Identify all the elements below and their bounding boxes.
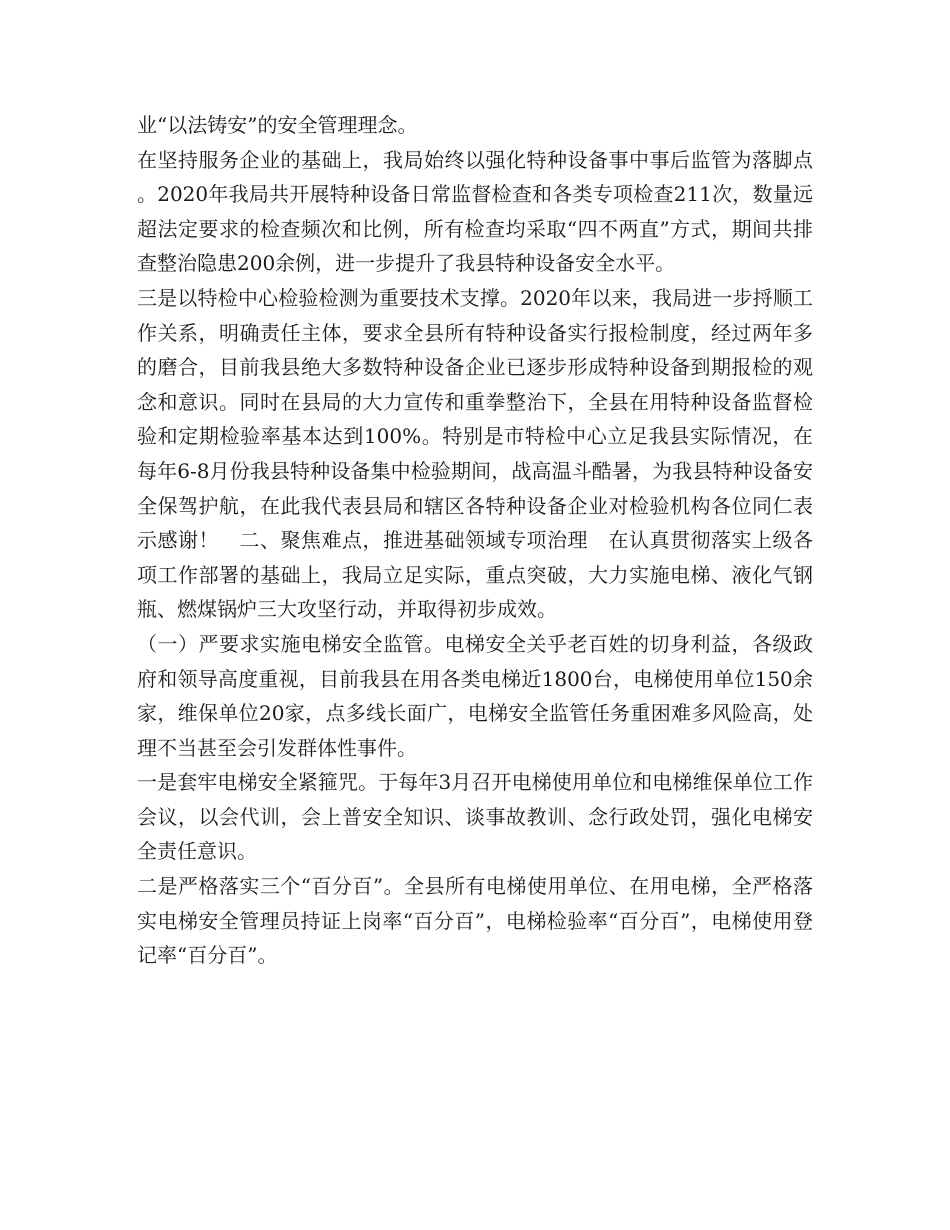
paragraph-supervision: 在坚持服务企业的基础上，我局始终以强化特种设备事中事后监管为落脚点。2020年我局共开展特种设备日常监督检查和各类专项检查211次，数量远超法定要求的检查频次和比例，所有检查均采取“四不两直”方式，期间共排查整治隐患200余例，进一步提升了我县特种设备安全水平。: [137, 147, 813, 276]
paragraph-inspection-center: 三是以特检中心检验检测为重要技术支撑。2020年以来，我局进一步捋顺工作关系，明确责任主体，要求全县所有特种设备实行报检制度，经过两年多的磨合，目前我县绝大多数特种设备企业已逐步形成特种设备到期报检的观念和意识。同时在县局的大力宣传和重拳整治下，全县在用特种设备监督检验和定期检验率基本达到100%。特别是市特检中心立足我县实际情况，在每年6-8月份我县特种设备集中检验期间，战高温斗酷暑，为我县特种设备安全保驾护航，在此我代表县局和辖区各特种设备企业对检验机构各位同仁表示感谢！ 二、聚焦难点，推进基础领域专项治理 在认真贯彻落实上级各项工作部署的基础上，我局立足实际，重点突破，大力实施电梯、液化气钢瓶、燃煤锅炉三大攻坚行动，并取得初步成效。: [137, 285, 813, 622]
paragraph-three-hundred-percent: 二是严格落实三个“百分百”。全县所有电梯使用单位、在用电梯，全严格落实电梯安全管理员持证上岗率“百分百”，电梯检验率“百分百”，电梯使用登记率“百分百”。: [137, 874, 813, 968]
paragraph-elevator-meeting: 一是套牢电梯安全紧箍咒。于每年3月召开电梯使用单位和电梯维保单位工作会议，以会代训，会上普安全知识、谈事故教训、念行政处罚，强化电梯安全责任意识。: [137, 770, 813, 864]
paragraph-continuation: 业“以法铸安”的安全管理理念。: [137, 113, 418, 137]
document-body: [137, 108, 813, 973]
paragraph-elevator-oversight: （一）严要求实施电梯安全监管。电梯安全关乎老百姓的切身利益，各级政府和领导高度重视，目前我县在用各类电梯近1800台，电梯使用单位150余家，维保单位20家，点多线长面广，电梯安全监管任务重困难多风险高，处理不当甚至会引发群体性事件。: [137, 631, 813, 760]
